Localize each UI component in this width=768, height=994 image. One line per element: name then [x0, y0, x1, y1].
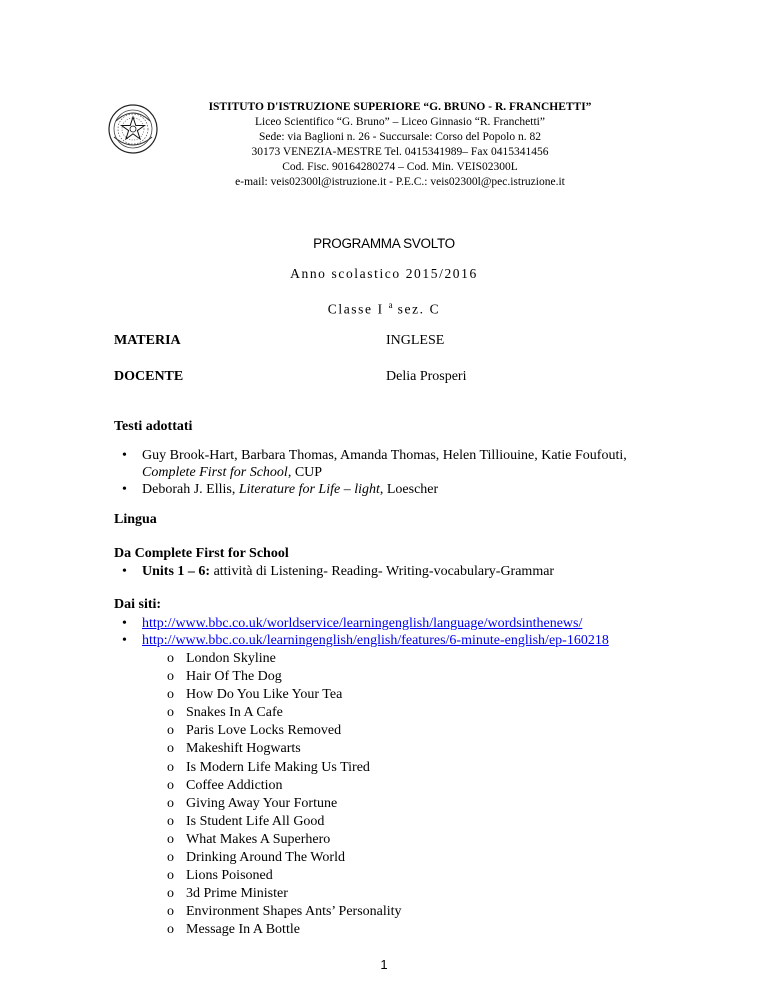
lingua-subheading: Da Complete First for School	[114, 546, 289, 561]
bbc-6-minute-english-link[interactable]: http://www.bbc.co.uk/learningenglish/english/features/6-minute-english/ep-160218	[142, 633, 609, 648]
episode-item	[167, 722, 402, 740]
episode-item	[167, 759, 402, 777]
docente-value: Delia Prosperi	[386, 369, 467, 384]
link-item	[114, 632, 684, 649]
circle-bullet-icon: o	[167, 886, 174, 902]
bullet-icon: •	[122, 448, 127, 463]
episode-item	[167, 795, 402, 813]
episode-list	[167, 650, 402, 940]
circle-bullet-icon: o	[167, 669, 174, 685]
testi-heading: Testi adottati	[114, 419, 193, 434]
book1-title: Complete First for School	[142, 465, 288, 480]
institute-line-codes: Cod. Fisc. 90164280274 – Cod. Min. VEIS02300L	[282, 161, 518, 173]
docente-label: DOCENTE	[114, 369, 184, 384]
episode-title: Message In A Bottle	[186, 922, 300, 938]
episode-item	[167, 903, 402, 921]
bullet-icon: •	[122, 482, 127, 497]
document-title: PROGRAMMA SVOLTO	[313, 236, 455, 251]
institute-header	[180, 100, 620, 190]
episode-item	[167, 650, 402, 668]
page-number: 1	[380, 957, 388, 972]
links-list	[114, 615, 684, 649]
link-item	[114, 615, 684, 632]
lingua-heading: Lingua	[114, 512, 157, 527]
circle-bullet-icon: o	[167, 850, 174, 866]
textbook-list	[114, 447, 684, 498]
episode-item	[167, 704, 402, 722]
bbc-words-in-the-news-link[interactable]: http://www.bbc.co.uk/worldservice/learningenglish/language/wordsinthenews/	[142, 616, 583, 631]
bullet-icon: •	[122, 564, 127, 579]
book1-authors: Guy Brook-Hart, Barbara Thomas, Amanda Thomas, Helen Tilliouine, Katie Foufouti,	[142, 448, 627, 463]
units-text: attività di Listening- Reading- Writing-vocabulary-Grammar	[210, 564, 555, 579]
circle-bullet-icon: o	[167, 868, 174, 884]
circle-bullet-icon: o	[167, 651, 174, 666]
institute-line-email: e-mail: veis02300l@istruzione.it - P.E.C.: veis02300l@pec.istruzione.it	[235, 176, 565, 188]
siti-heading: Dai siti:	[114, 597, 162, 612]
materia-label: MATERIA	[114, 333, 181, 348]
circle-bullet-icon: o	[167, 777, 174, 793]
episode-item	[167, 885, 402, 903]
episode-title: Drinking Around The World	[186, 850, 345, 866]
institute-line-schools: Liceo Scientifico “G. Bruno” – Liceo Ginnasio “R. Franchetti”	[255, 116, 545, 128]
episode-item	[167, 668, 402, 686]
circle-bullet-icon: o	[167, 759, 174, 775]
textbook-item	[114, 447, 684, 481]
italian-republic-emblem-icon	[107, 103, 159, 155]
bullet-icon: •	[122, 616, 127, 631]
circle-bullet-icon: o	[167, 687, 174, 703]
episode-title: Is Modern Life Making Us Tired	[186, 759, 370, 775]
episode-item	[167, 740, 402, 758]
episode-title: Snakes In A Cafe	[186, 705, 283, 721]
circle-bullet-icon: o	[167, 795, 174, 811]
institute-line-phone: 30173 VENEZIA-MESTRE Tel. 0415341989– Fax 0415341456	[251, 146, 549, 158]
textbook-item	[114, 481, 684, 498]
class-section	[0, 300, 768, 318]
school-year: Anno scolastico 2015/2016	[290, 266, 478, 281]
episode-title: How Do You Like Your Tea	[186, 687, 343, 703]
circle-bullet-icon: o	[167, 813, 174, 829]
episode-item	[167, 867, 402, 885]
circle-bullet-icon: o	[167, 723, 174, 739]
circle-bullet-icon: o	[167, 831, 174, 847]
episode-title: Lions Poisoned	[186, 868, 273, 884]
book2-title: Literature for Life – light	[238, 482, 380, 497]
episode-title: Makeshift Hogwarts	[186, 741, 301, 757]
units-list	[114, 563, 684, 580]
episode-item	[167, 777, 402, 795]
circle-bullet-icon: o	[167, 922, 174, 938]
episode-title: London Skyline	[186, 651, 276, 666]
class-prefix: Classe I	[327, 301, 389, 317]
book1-publisher: , CUP	[287, 465, 323, 480]
episode-item	[167, 831, 402, 849]
episode-item	[167, 849, 402, 867]
institute-line-address: Sede: via Baglioni n. 26 - Succursale: Corso del Popolo n. 82	[258, 131, 542, 143]
units-item	[114, 563, 684, 580]
bullet-icon: •	[122, 633, 127, 648]
institute-name: ISTITUTO D'ISTRUZIONE SUPERIORE “G. BRUNO - R. FRANCHETTI”	[208, 101, 592, 113]
episode-title: Environment Shapes Ants’ Personality	[186, 904, 402, 920]
episode-title: What Makes A Superhero	[186, 831, 331, 847]
materia-value: INGLESE	[386, 333, 445, 348]
book2-author: Deborah J. Ellis,	[142, 482, 239, 497]
class-suffix: sez. C	[392, 301, 441, 317]
episode-title: Hair Of The Dog	[186, 669, 282, 685]
episode-item	[167, 813, 402, 831]
episode-title: Paris Love Locks Removed	[186, 723, 342, 739]
episode-title: Is Student Life All Good	[186, 813, 325, 829]
circle-bullet-icon: o	[167, 904, 174, 920]
class-superscript: a	[388, 300, 393, 310]
episode-item	[167, 686, 402, 704]
units-label: Units 1 – 6:	[142, 564, 211, 579]
episode-item	[167, 921, 402, 939]
episode-title: 3d Prime Minister	[186, 886, 288, 902]
circle-bullet-icon: o	[167, 705, 174, 721]
episode-title: Coffee Addiction	[186, 777, 283, 793]
episode-title: Giving Away Your Fortune	[186, 795, 338, 811]
book2-publisher: , Loescher	[379, 482, 439, 497]
circle-bullet-icon: o	[167, 741, 174, 757]
